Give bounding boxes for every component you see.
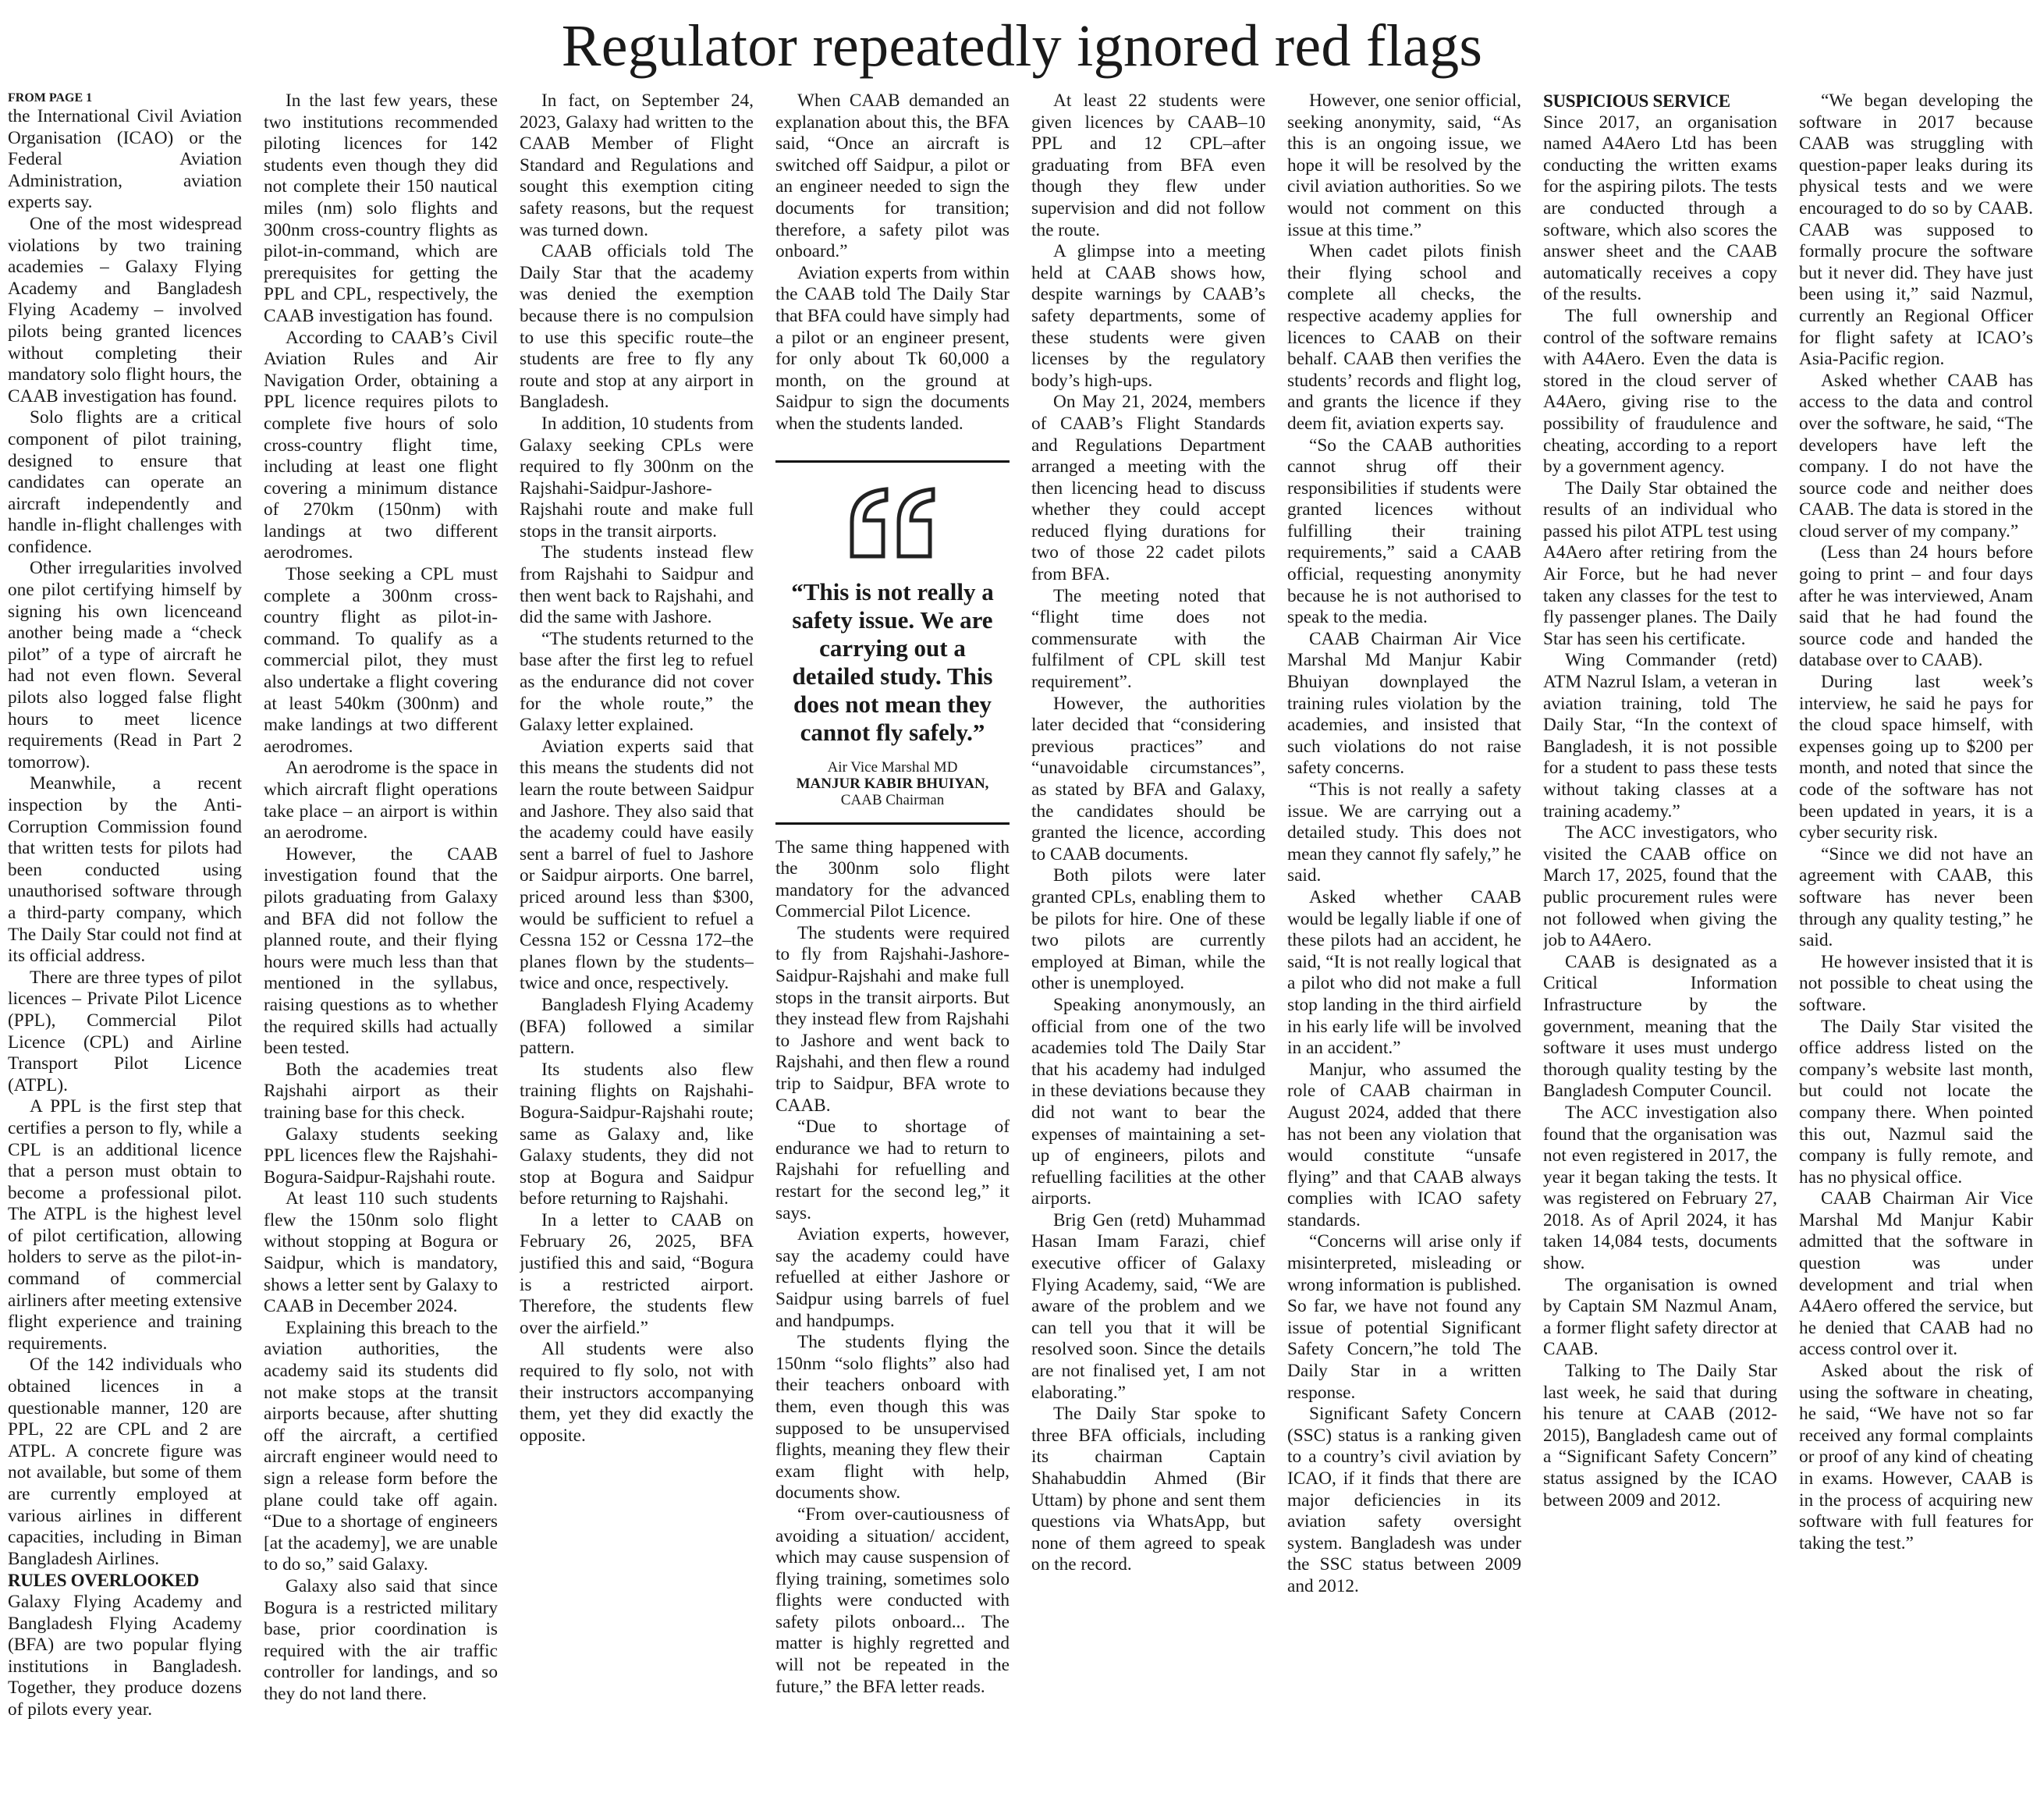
paragraph: In addition, 10 students from Galaxy seeking CPLs were required to fly 300nm on the Rajshahi-Saidpur-Jashore-Rajshahi route and make full stops in the transit airports. — [520, 413, 754, 541]
paragraph: The students flying the 150nm “solo flights” also had their teachers onboard with them, even though this was supposed to be unsupervised flights, meaning they flew their exam flight with help, documents show. — [775, 1332, 1010, 1504]
paragraph: Aviation experts, however, say the academy could have refuelled at either Jashore or Saidpur using barrels of fuel and handpumps. — [775, 1224, 1010, 1331]
paragraph: the International Civil Aviation Organisation (ICAO) or the Federal Aviation Administration, aviation experts say. — [8, 106, 242, 213]
paragraph: (Less than 24 hours before going to print – and four days after he was interviewed, Anam said that he had found the source code and handed the database over to CAAB). — [1799, 542, 2033, 671]
paragraph: Speaking anonymously, an official from one of the two academies told The Daily Star that his academy had indulged in these deviations because they did not want to bear the expenses of maintaining a set-up of engineers, pilots and refuelling facilities at the other airports. — [1031, 994, 1265, 1209]
paragraph: Since 2017, an organisation named A4Aero Ltd has been conducting the written exams for the aspiring pilots. The tests are conducted through a software, which also scores the answer sheet and the CAAB automatically receives a copy of the results. — [1543, 112, 1777, 305]
paragraph: Galaxy Flying Academy and Bangladesh Flying Academy (BFA) are two popular flying institutions in Bangladesh. Together, they produce dozens of pilots every year. — [8, 1591, 242, 1720]
attribution-role: CAAB Chairman — [840, 791, 945, 808]
paragraph: Solo flights are a critical component of pilot training, designed to ensure that candidates can operate an aircraft independently and handle in-flight challenges with confidence. — [8, 407, 242, 557]
paragraph: There are three types of pilot licences – Private Pilot Licence (PPL), Commercial Pilot Licence (CPL) and Airline Transport Pilot Licence (ATPL). — [8, 967, 242, 1095]
paragraph: However, one senior official, seeking anonymity, said, “As this is an ongoing issue, we hope it will be resolved by the civil aviation authorities. So we would not comment on this issue at this time.” — [1287, 91, 1521, 240]
paragraph: The Daily Star visited the office address listed on the company’s website last month, but could not locate the company there. When pointed this out, Nazmul said the company is fully remote, and has no physical office. — [1799, 1016, 2033, 1188]
paragraph: Asked about the risk of using the software in cheating, he said, “We have not so far received any formal complaints or proof of any kind of cheating in exams. However, CAAB is in the process of acquiring new software with full features for taking the test.” — [1799, 1361, 2033, 1553]
pull-quote — [775, 460, 1010, 825]
paragraph: One of the most widespread violations by two training academies – Galaxy Flying Academy and Bangladesh Flying Academy – involved pilots being granted licences without completing their mandatory solo flight hours, the CAAB investigation has found. — [8, 213, 242, 407]
paragraph: Meanwhile, a recent inspection by the Anti-Corruption Commission found that written tests for pilots had been conducted using unauthorised software through a third-party company, which The Daily Star could not find at its official address. — [8, 773, 242, 967]
article-column-7 — [1543, 91, 1777, 1788]
paragraph: Asked whether CAAB would be legally liable if one of these pilots had an accident, he said, “It is not really logical that a pilot who did not make a full stop landing in the third airfield in his early life will be involved in an accident.” — [1287, 886, 1521, 1059]
paragraph: When CAAB demanded an explanation about this, the BFA said, “Once an aircraft is switched off Saidpur, a pilot or an engineer needed to sign the documents for transition; therefore, a safety pilot was onboard.” — [775, 91, 1010, 262]
paragraph: He however insisted that it is not possible to cheat using the software. — [1799, 951, 2033, 1015]
paragraph: “So the CAAB authorities cannot shrug off their responsibilities if students were granted licences without fulfilling their training requirements,” said a CAAB official, requesting anonymity because he is not authorised to speak to the media. — [1287, 435, 1521, 628]
paragraph: CAAB Chairman Air Vice Marshal Md Manjur Kabir admitted that the software in question was under development and trial when A4Aero offered the service, but he denied that CAAB had no access control over it. — [1799, 1188, 2033, 1360]
paragraph: When cadet pilots finish their flying school and complete all checks, the respective academy applies for licences to CAAB on their behalf. CAAB then verifies the students’ records and flight log, and grants the licence if they deem fit, aviation experts say. — [1287, 241, 1521, 434]
paragraph: Its students also flew training flights on Rajshahi-Bogura-Saidpur-Rajshahi route; same as Galaxy and, like Galaxy students, they did not stop at Bogura and Saidpur before returning to Rajshahi. — [520, 1059, 754, 1209]
paragraph: Galaxy also said that since Bogura is a restricted military base, prior coordination is required with the air traffic controller for landings, and so they do not land there. — [264, 1575, 498, 1704]
paragraph: CAAB is designated as a Critical Information Infrastructure by the government, meaning that the software it uses must undergo thorough quality testing by the Bangladesh Computer Council. — [1543, 951, 1777, 1102]
article-column-8 — [1799, 91, 2033, 1788]
headline: Regulator repeatedly ignored red flags — [561, 13, 1483, 79]
paragraph: The full ownership and control of the software remains with A4Aero. Even the data is stored in the cloud server of A4Aero, giving rise to the possibility of fraudulence and cheating, according to a report by a government agency. — [1543, 305, 1777, 478]
paragraph: Significant Safety Concern (SSC) status is a ranking given to a country’s civil aviation by ICAO, if it finds that there are major deficiencies in its aviation safety oversight system. Bangladesh was under the SSC status between 2009 and 2012. — [1287, 1404, 1521, 1596]
paragraph: “We began developing the software in 2017 because CAAB was struggling with question-paper leaks during its physical tests and we were encouraged to do so by CAAB. CAAB was supposed to formally procure the software but it never did. They have just been using it,” said Nazmul, currently an Regional Officer for flight safety at ICAO’s Asia-Pacific region. — [1799, 91, 2033, 370]
paragraph: Explaining this breach to the aviation authorities, the academy said its students did not make stops at the transit airports because, after shutting off the aircraft, a certified aircraft engineer would need to sign a release form before the plane could take off again. “Due to a shortage of engineers [at the academy], we are unable to do so,” said Galaxy. — [264, 1317, 498, 1575]
paragraph: Those seeking a CPL must complete a 300nm cross-country flight as pilot-in-command. To qualify as a commercial pilot, they must also undertake a flight covering at least 540km (300nm) and make landings at two different aerodromes. — [264, 564, 498, 757]
paragraph: Aviation experts from within the CAAB told The Daily Star that BFA could have simply had a pilot or an engineer present, for only about Tk 60,000 a month, on the ground at Saidpur to sign the documents when the students landed. — [775, 262, 1010, 434]
paragraph: Both pilots were later granted CPLs, enabling them to be pilots for hire. One of these two pilots are currently employed at Biman, while the other is unemployed. — [1031, 865, 1265, 994]
paragraph: Wing Commander (retd) ATM Nazrul Islam, a veteran in aviation training, told The Daily Star, “In the context of Bangladesh, it is not possible for a student to pass these tests without taking classes at a training academy.” — [1543, 650, 1777, 822]
paragraph: Talking to The Daily Star last week, he said that during his tenure at CAAB (2012-2015), Bangladesh came out of a “Significant Safety Concern” status assigned by the ICAO between 2009 and 2012. — [1543, 1361, 1777, 1511]
quote-mark-icon — [846, 485, 939, 563]
paragraph: CAAB Chairman Air Vice Marshal Md Manjur Kabir Bhuiyan downplayed the training rules violation by the academies, and insisted that such violations do not raise safety concerns. — [1287, 628, 1521, 779]
pull-quote-text: “This is not really a safety issue. We are carrying out a detailed study. This does not mean they cannot fly safely.” — [791, 577, 994, 746]
paragraph: In fact, on September 24, 2023, Galaxy had written to the CAAB Member of Flight Standard and Regulations and sought this exemption citing safety reasons, but the request was turned down. — [520, 91, 754, 240]
article-column-5 — [1031, 91, 1265, 1788]
paragraph: During last week’s interview, he said he pays for the cloud space himself, with expenses going up to $200 per month, and noted that since the code of the software has not been updated in years, it is a cyber security risk. — [1799, 672, 2033, 843]
paragraph: Manjur, who assumed the role of CAAB chairman in August 2024, added that there has not been any violation that would constitute “unsafe flying” and that CAAB always complies with ICAO safety standards. — [1287, 1059, 1521, 1230]
paragraph: Brig Gen (retd) Muhammad Hasan Imam Farazi, chief executive officer of Galaxy Flying Academy, said, “We are aware of the problem and we can tell you that it will be resolved soon. Since the details are not finalised yet, I am not elaborating.” — [1031, 1209, 1265, 1403]
paragraph: On May 21, 2024, members of CAAB’s Flight Standards and Regulations Department arranged a meeting with the then licencing head to discuss whether they could accept reduced flying durations for two of those 22 cadet pilots from BFA. — [1031, 392, 1265, 585]
paragraph: However, the CAAB investigation found that the pilots graduating from Galaxy and BFA did not follow the planned route, and their flying hours were much less than that mentioned in the syllabus, raising questions as to whether the required skills had actually been tested. — [264, 843, 498, 1059]
paragraph: Other irregularities involved one pilot certifying himself by signing his own licenceand another being made a “check pilot” of a type of aircraft he had not even flown. Several pilots also logged false flight hours to meet licence requirements (Read in Part 2 tomorrow). — [8, 558, 242, 772]
paragraph: However, the authorities later decided that “considering previous practices” and “unavoidable circumstances”, as stated by BFA and Galaxy, the candidates should be granted the licence, according to CAAB documents. — [1031, 693, 1265, 865]
paragraph: Asked whether CAAB has access to the data and control over the software, he said, “The developers have left the company. I do not have the source code and neither does CAAB. The data is stored in the cloud server of my company.” — [1799, 370, 2033, 541]
paragraph: According to CAAB’s Civil Aviation Rules and Air Navigation Order, obtaining a PPL licence requires pilots to complete five hours of solo cross-country flight time, including at least one flight covering a minimum distance of 270km (150nm) with landings at two different aerodromes. — [264, 327, 498, 563]
paragraph: All students were also required to fly solo, not with their instructors accompanying them, yet they did exactly the opposite. — [520, 1339, 754, 1446]
paragraph: In a letter to CAAB on February 26, 2025, BFA justified this and said, “Bogura is a restricted airport. Therefore, the students flew over the airfield.” — [520, 1209, 754, 1338]
paragraph: The Daily Star obtained the results of an individual who passed his pilot ATPL test using A4Aero after retiring from the Air Force, but he had never taken any classes for the test to fly passenger planes. The Daily Star has seen his certificate. — [1543, 478, 1777, 649]
paragraph: A glimpse into a meeting held at CAAB shows how, despite warnings by CAAB’s safety departments, some of these students were given licenses by the regulatory body’s high-ups. — [1031, 241, 1265, 391]
pull-quote-attribution — [775, 759, 1010, 808]
paragraph: Bangladesh Flying Academy (BFA) followed a similar pattern. — [520, 994, 754, 1059]
article-column-3 — [520, 91, 754, 1788]
paragraph: “Concerns will arise only if misinterpreted, misleading or wrong information is published. So far, we have not found any issue of potential Significant Safety Concern,”he told The Daily Star in a written response. — [1287, 1231, 1521, 1403]
paragraph: The same thing happened with the 300nm solo flight mandatory for the advanced Commercial Pilot Licence. — [775, 836, 1010, 922]
paragraph: A PPL is the first step that certifies a person to fly, while a CPL is an additional licence that a person must obtain to become a professional pilot. The ATPL is the highest level of pilot certification, allowing holders to serve as the pilot-in-command of commercial airliners after meeting extensive flight experience and training requirements. — [8, 1096, 242, 1354]
paragraph: The ACC investigators, who visited the CAAB office on March 17, 2025, found that the public procurement rules were not followed when giving the job to A4Aero. — [1543, 822, 1777, 951]
paragraph: At least 22 students were given licences by CAAB–10 PPL and 12 CPL–after graduating from BFA even though they flew under supervision and did not follow the route. — [1031, 91, 1265, 240]
paragraph: At least 110 such students flew the 150nm solo flight without stopping at Bogura or Saidpur, which is mandatory, shows a letter sent by Galaxy to CAAB in December 2024. — [264, 1188, 498, 1317]
from-page-kicker: FROM PAGE 1 — [8, 91, 93, 105]
paragraph: Both the academies treat Rajshahi airport as their training base for this check. — [264, 1059, 498, 1123]
paragraph: “From over-cautiousness of avoiding a situation/ accident, which may cause suspension of flying training, sometimes solo flights were conducted with safety pilots onboard... The matter is highly regretted and will not be repeated in the future,” the BFA letter reads. — [775, 1504, 1010, 1697]
paragraph: The students instead flew from Rajshahi to Saidpur and then went back to Rajshahi, and did the same with Jashore. — [520, 542, 754, 628]
paragraph: Aviation experts said that this means the students did not learn the route between Saidpur and Jashore. They also said that the academy could have easily sent a barrel of fuel to Jashore or Saidpur airports. One barrel, priced around less than $300, would be sufficient to refuel a Cessna 152 or Cessna 172–the planes flown by the students–twice and once, respectively. — [520, 736, 754, 994]
paragraph: The meeting noted that “flight time does not commensurate with the fulfilment of CPL skill test requirement”. — [1031, 585, 1265, 693]
paragraph: The students were required to fly from Rajshahi-Jashore-Saidpur-Rajshahi and make full stops in the transit airports. But they instead flew from Rajshahi to Jashore and went back to Rajshahi, and then flew a round trip to Saidpur, BFA wrote to CAAB. — [775, 922, 1010, 1116]
paragraph: “This is not really a safety issue. We are carrying out a detailed study. This does not mean they cannot fly safely,” he said. — [1287, 779, 1521, 886]
paragraph: CAAB officials told The Daily Star that the academy was denied the exemption because there is no compulsion to use this specific route–the students are free to fly any route and stop at any airport in Bangladesh. — [520, 241, 754, 413]
paragraph: Galaxy students seeking PPL licences flew the Rajshahi-Bogura-Saidpur-Rajshahi route. — [264, 1124, 498, 1188]
paragraph: An aerodrome is the space in which aircraft flight operations take place – an airport is within an aerodrome. — [264, 758, 498, 843]
article-column-6 — [1287, 91, 1521, 1788]
paragraph: The ACC investigation also found that the organisation was not even registered in 2017, the year it began taking the tests. It was registered on February 27, 2018. As of April 2024, it has taken 14,084 tests, documents show. — [1543, 1102, 1777, 1274]
paragraph: “Due to shortage of endurance we had to return to Rajshahi for refuelling and restart for the second leg,” it says. — [775, 1117, 1010, 1223]
article-column-1 — [8, 91, 242, 1788]
article-column-2 — [264, 91, 498, 1788]
attribution-title: Air Vice Marshal MD — [827, 758, 958, 776]
subhead-rules-overlooked: RULES OVERLOOKED — [8, 1571, 200, 1591]
paragraph: “The students returned to the base after the first leg to refuel as the endurance did not cover for the whole route,” the Galaxy letter explained. — [520, 628, 754, 736]
paragraph: The organisation is owned by Captain SM Nazmul Anam, a former flight safety director at CAAB. — [1543, 1274, 1777, 1360]
attribution-name: MANJUR KABIR BHUIYAN, — [796, 775, 989, 792]
paragraph: In the last few years, these two institutions recommended piloting licences for 142 students even though they did not complete their 150 nautical miles (nm) solo flights and 300nm cross-country flights as pilot-in-command, which are prerequisites for getting the PPL and CPL, respectively, the CAAB investigation has found. — [264, 91, 498, 326]
paragraph: The Daily Star spoke to three BFA officials, including its chairman Captain Shahabuddin Ahmed (Bir Uttam) by phone and sent them questions via WhatsApp, but none of them agreed to speak on the record. — [1031, 1404, 1265, 1575]
paragraph: “Since we did not have an agreement with CAAB, this software has never been through any quality testing,” he said. — [1799, 843, 2033, 951]
paragraph: Of the 142 individuals who obtained licences in a questionable manner, 120 are PPL, 22 are CPL and 2 are ATPL. A concrete figure was not available, but some of them are currently employed at various airlines in different capacities, including in Biman Bangladesh Airlines. — [8, 1355, 242, 1569]
article-column-4 — [775, 91, 1010, 1788]
subhead-suspicious-service: SUSPICIOUS SERVICE — [1543, 91, 1730, 111]
